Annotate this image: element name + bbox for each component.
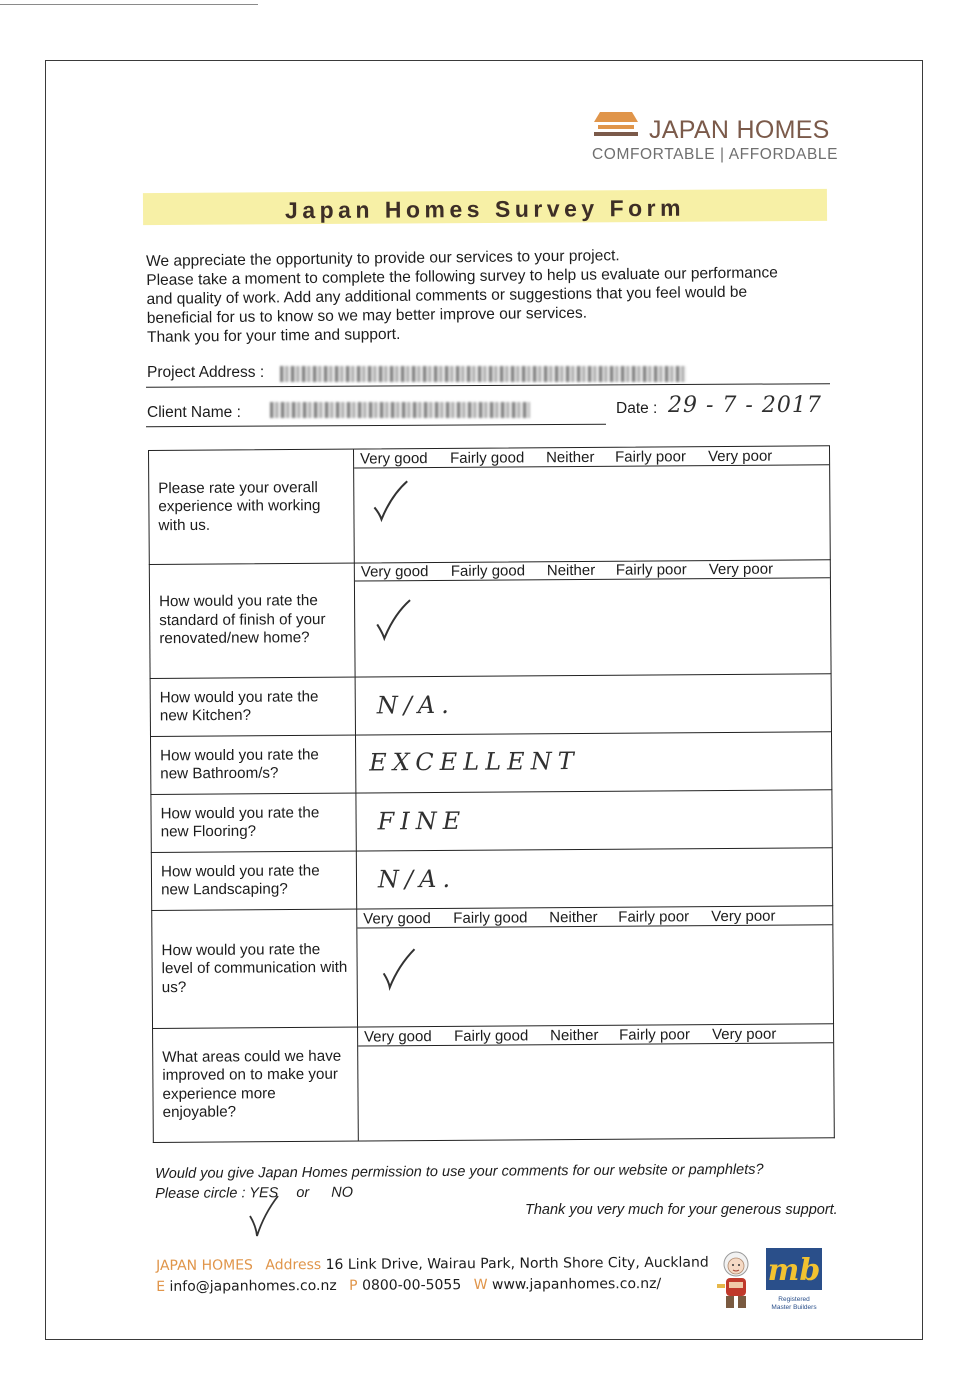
- scale-neither[interactable]: Neither: [549, 908, 598, 927]
- check-icon: [380, 945, 420, 991]
- question-text: Please rate your overall experience with working with us.: [158, 478, 321, 534]
- question-cell: [153, 1028, 359, 1142]
- permission-options: [155, 1180, 764, 1204]
- question-cell: [150, 563, 356, 678]
- option-yes[interactable]: YES: [249, 1185, 279, 1202]
- question-text: How would you rate the new Kitchen?: [159, 687, 319, 725]
- rating-scale-header: [357, 906, 832, 928]
- question-cell: [152, 910, 358, 1028]
- scale-fairly-good[interactable]: Fairly good: [450, 449, 525, 467]
- rating-scale-header: [355, 559, 830, 581]
- question-row: [150, 732, 832, 795]
- date-label: Date :: [616, 400, 658, 417]
- roof-logo-icon: [592, 108, 640, 140]
- question-cell: [151, 794, 356, 852]
- scale-neither[interactable]: Neither: [550, 1026, 599, 1045]
- intro-line: Thank you for your time and support.: [146, 325, 401, 346]
- footer-line-2: [156, 1274, 709, 1298]
- date-value: 29 - 7 - 2017: [668, 393, 822, 418]
- footer-company: JAPAN HOMES: [156, 1257, 253, 1274]
- check-icon: [371, 477, 411, 523]
- question-row: [150, 674, 832, 737]
- intro-text: [146, 244, 827, 347]
- scale-very-poor[interactable]: Very poor: [712, 1025, 777, 1044]
- project-address-redacted: [280, 366, 686, 382]
- mb-caption-registered: Registered: [778, 1296, 810, 1303]
- footer-email-label: E: [156, 1278, 166, 1295]
- scale-very-poor[interactable]: Very poor: [711, 907, 776, 926]
- answer-text: N/A.: [377, 864, 457, 894]
- check-icon: [248, 1192, 282, 1240]
- question-row: [151, 848, 833, 911]
- scale-neither[interactable]: Neither: [546, 448, 595, 467]
- answer-text: EXCELLENT: [369, 746, 580, 777]
- question-text: How would you rate the new Bathroom/s?: [160, 745, 319, 783]
- footer-address: 16 Link Drive, Wairau Park, North Shore City, Auckland: [325, 1254, 709, 1273]
- intro-line: We appreciate the opportunity to provide our services to your project.: [146, 247, 620, 270]
- footer-address-label: Address: [265, 1256, 322, 1274]
- intro-line: beneficial for us to know so we may better improve our services.: [146, 304, 588, 327]
- question-cell: [151, 678, 356, 736]
- question-cell: [149, 450, 355, 564]
- scale-fairly-good[interactable]: Fairly good: [450, 562, 526, 580]
- question-text: How would you rate the new Flooring?: [160, 803, 320, 841]
- rating-scale-header: [354, 446, 829, 468]
- scale-very-good[interactable]: Very good: [360, 563, 429, 581]
- scale-very-good[interactable]: Very good: [363, 910, 431, 928]
- footer-phone[interactable]: 0800-00-5055: [361, 1277, 462, 1294]
- client-name-label: Client Name :: [147, 404, 241, 421]
- logo-tagline: COMFORTABLE | AFFORDABLE: [592, 146, 839, 163]
- project-address-label: Project Address :: [147, 364, 265, 381]
- intro-line: and quality of work. Add any additional comments or suggestions that you feel would be: [146, 283, 748, 308]
- scale-very-poor[interactable]: Very poor: [708, 560, 774, 579]
- scale-very-good[interactable]: Very good: [364, 1028, 432, 1046]
- option-no[interactable]: NO: [331, 1184, 354, 1201]
- scale-fairly-poor[interactable]: Fairly poor: [618, 908, 690, 926]
- master-builders-logo-icon: [766, 1248, 822, 1290]
- master-builders-badge: [766, 1248, 822, 1314]
- question-text: How would you rate the new Landscaping?: [160, 861, 320, 899]
- scale-fairly-poor[interactable]: Fairly poor: [619, 1026, 691, 1044]
- client-name-redacted: [270, 402, 530, 418]
- question-cell: [152, 852, 357, 910]
- survey-table: [148, 445, 835, 1142]
- option-or: or: [296, 1184, 310, 1202]
- permission-question: Would you give Japan Homes permission to use your comments for our website or pamphlets?: [155, 1161, 764, 1182]
- question-row: [149, 559, 832, 679]
- answer-text: N/A.: [376, 690, 455, 720]
- question-text: What areas could we have improved on to make your experience more enjoyable?: [162, 1047, 342, 1121]
- question-row: [151, 906, 834, 1029]
- scale-fairly-poor[interactable]: Fairly poor: [615, 561, 687, 579]
- question-row: [150, 790, 832, 853]
- scale-fairly-good[interactable]: Fairly good: [453, 909, 528, 927]
- check-icon: [374, 596, 414, 642]
- logo-wordmark: JAPAN HOMES: [649, 116, 830, 144]
- mb-mark: mb: [767, 1253, 821, 1288]
- question-row: [148, 445, 831, 565]
- form-title: Japan Homes Survey Form: [284, 194, 686, 224]
- scale-very-poor[interactable]: Very poor: [708, 447, 773, 466]
- footer-web[interactable]: www.japanhomes.co.nz/: [491, 1275, 662, 1293]
- question-text: How would you rate the standard of finish of your renovated/new home?: [158, 592, 326, 648]
- thank-you-text: Thank you very much for your generous support.: [525, 1202, 838, 1218]
- intro-line: Please take a moment to complete the following survey to help us evaluate our performance: [146, 264, 778, 289]
- scale-neither[interactable]: Neither: [546, 561, 596, 580]
- sheep-mascot-icon: [712, 1248, 760, 1314]
- permission-prompt: Please circle :: [155, 1185, 246, 1202]
- footer-contact: [156, 1253, 709, 1298]
- question-row: [152, 1024, 835, 1143]
- scan-edge-line: [0, 4, 258, 5]
- question-cell: [151, 736, 356, 794]
- question-text: How would you rate the level of communication with us?: [161, 940, 348, 996]
- rating-scale-header: [358, 1024, 833, 1046]
- title-banner: [143, 189, 827, 225]
- answer-text: FINE: [377, 806, 467, 836]
- scale-very-good[interactable]: Very good: [360, 450, 428, 468]
- permission-block: [155, 1160, 764, 1204]
- scale-fairly-poor[interactable]: Fairly poor: [615, 448, 686, 466]
- scale-fairly-good[interactable]: Fairly good: [454, 1027, 529, 1045]
- footer-phone-label: P: [349, 1277, 358, 1294]
- mb-caption-master-builders: Master Builders: [771, 1304, 817, 1311]
- footer-email[interactable]: info@japanhomes.co.nz: [169, 1277, 337, 1295]
- footer-web-label: W: [473, 1276, 488, 1294]
